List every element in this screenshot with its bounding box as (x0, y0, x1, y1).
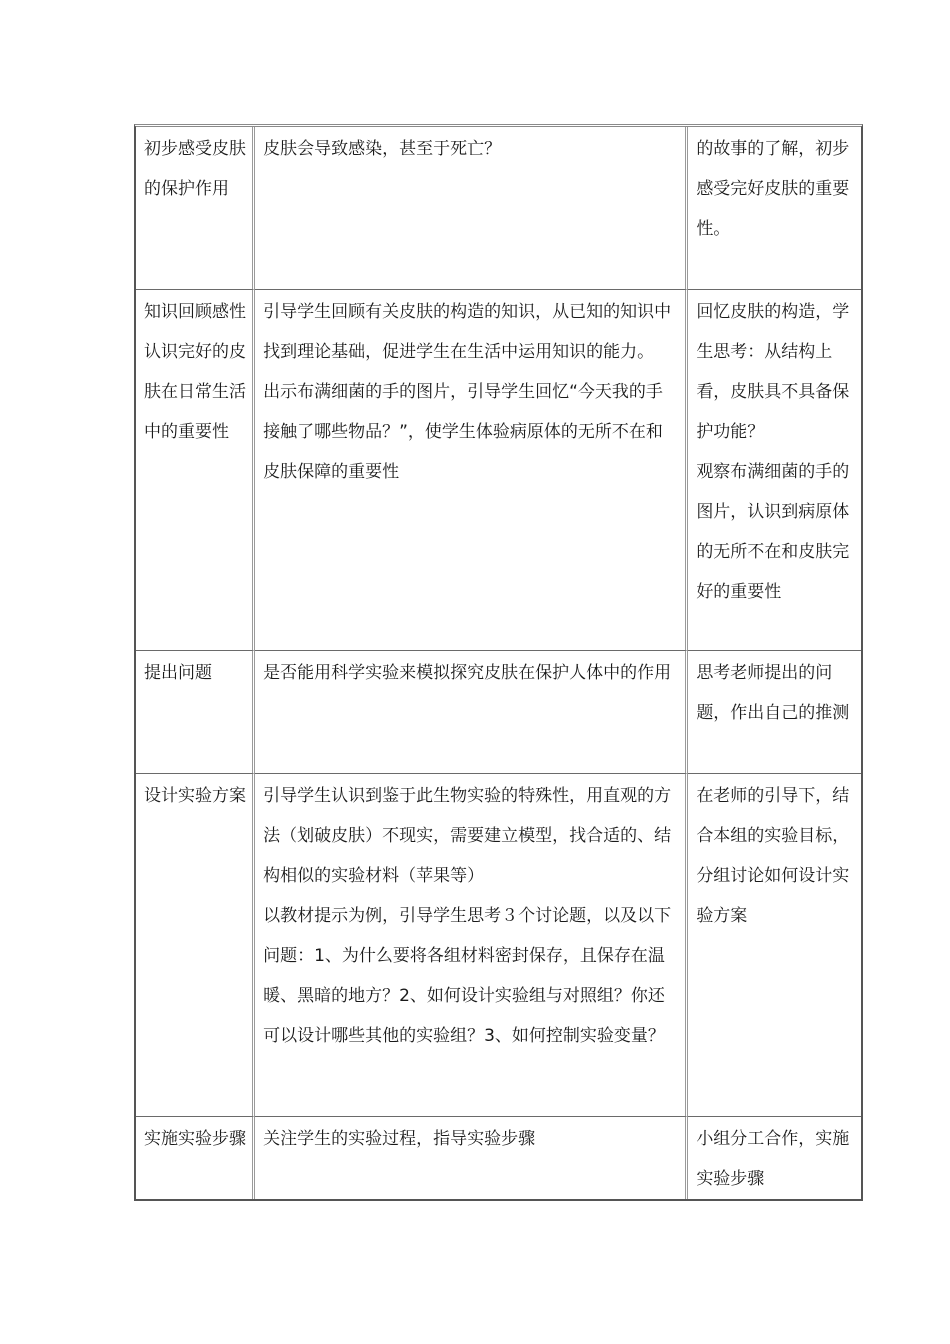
teacher-activity-cell (255, 1117, 688, 1199)
teacher-activity-cell (255, 127, 688, 290)
stage-cell: 知识回顾感性认识完好的皮肤在日常生活中的重要性 (136, 290, 255, 651)
table-row (136, 651, 861, 774)
table-row (136, 127, 861, 290)
lesson-plan-table (134, 124, 863, 1201)
student-activity-text: 在老师的引导下，结合本组的实验目标，分组讨论如何设计实验方案 (696, 786, 850, 926)
student-activity-text: 回忆皮肤的构造，学生思考：从结构上看，皮肤具不具备保护功能？ (696, 302, 850, 442)
student-activity-text: 的故事的了解，初步感受完好皮肤的重要性。 (696, 139, 850, 239)
teacher-activity-text: 引导学生回顾有关皮肤的构造的知识，从已知的知识中找到理论基础，促进学生在生活中运用知识的能力。 (263, 302, 672, 362)
teacher-activity-text: 皮肤会导致感染，甚至于死亡？ (263, 139, 502, 159)
student-activity-cell (688, 774, 861, 1117)
teacher-activity-text: 以教材提示为例，引导学生思考３个讨论题，以及以下问题：1、为什么要将各组材料密封保存，且保存在温暖、黑暗的地方？2、如何设计实验组与对照组？你还可以设计哪些其他的实验组？3、如何控制实验变量？ (263, 906, 672, 1046)
teacher-activity-cell (255, 290, 688, 651)
teacher-activity-cell (255, 774, 688, 1117)
stage-cell: 初步感受皮肤的保护作用 (136, 127, 255, 290)
table-row (136, 1117, 861, 1199)
teacher-activity-text: 引导学生认识到鉴于此生物实验的特殊性，用直观的方法（划破皮肤）不现实，需要建立模型，找合适的、结构相似的实验材料（苹果等） (263, 786, 672, 886)
student-activity-cell (688, 127, 861, 290)
teacher-activity-cell (255, 651, 688, 774)
student-activity-text: 小组分工合作，实施实验步骤 (696, 1129, 850, 1189)
table-row (136, 290, 861, 651)
stage-cell: 设计实验方案 (136, 774, 255, 1117)
student-activity-cell (688, 290, 861, 651)
student-activity-cell (688, 651, 861, 774)
stage-cell: 提出问题 (136, 651, 255, 774)
table-row (136, 774, 861, 1117)
student-activity-text: 思考老师提出的问题，作出自己的推测 (696, 663, 850, 723)
stage-cell: 实施实验步骤 (136, 1117, 255, 1199)
teacher-activity-text: 出示布满细菌的手的图片，引导学生回忆“今天我的手接触了哪些物品？”，使学生体验病原体的无所不在和皮肤保障的重要性 (263, 382, 663, 482)
teacher-activity-text: 是否能用科学实验来模拟探究皮肤在保护人体中的作用 (263, 663, 672, 683)
student-activity-text: 观察布满细菌的手的图片，认识到病原体的无所不在和皮肤完好的重要性 (696, 462, 850, 602)
teacher-activity-text: 关注学生的实验过程，指导实验步骤 (263, 1129, 536, 1149)
student-activity-cell (688, 1117, 861, 1199)
